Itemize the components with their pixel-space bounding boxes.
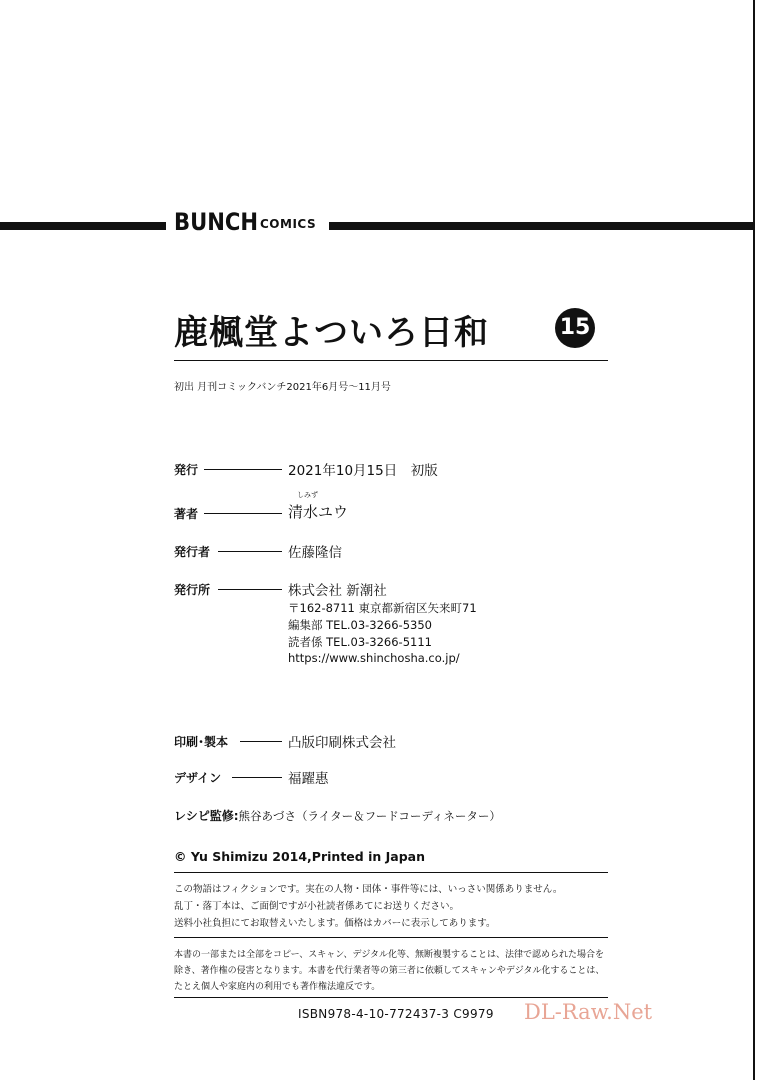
legal-line-3: たとえ個人や家庭内の利用でも著作権法違反です。 <box>174 982 381 992</box>
serialization-note: 初出 月刊コミックバンチ2021年6月号〜11月号 <box>174 382 391 393</box>
isbn-code: ISBN978-4-10-772437-3 C9979 <box>298 1007 494 1021</box>
title-underline <box>174 360 608 361</box>
printing-label: 印刷･製本 <box>174 735 229 749</box>
publisher-url: https://www.shinchosha.co.jp/ <box>288 651 460 665</box>
recipe-label: レシピ監修: <box>174 809 239 823</box>
brand-main: BUNCH <box>174 208 259 236</box>
printing-leader <box>240 741 282 742</box>
publisher-label: 発行所 <box>174 583 211 597</box>
recipe-credit <box>174 805 501 824</box>
copyright-rule <box>174 872 608 873</box>
design-leader <box>232 777 282 778</box>
author-leader <box>204 513 282 514</box>
brand-bar-right <box>329 222 755 230</box>
publish-label: 発行 <box>174 463 199 477</box>
price-notice: 送料小社負担にてお取替えいたします。価格はカバーに表示してあります。 <box>174 918 496 929</box>
design-label: デザイン <box>174 771 222 785</box>
author-ruby: しみず <box>297 491 318 499</box>
legal-rule <box>174 997 608 998</box>
brand-bar-left <box>0 222 166 230</box>
publish-leader <box>204 469 282 470</box>
publisher-person-value: 佐藤隆信 <box>288 545 342 561</box>
publisher-person-leader <box>218 551 282 552</box>
legal-line-2: 除き、著作権の侵害となります。本書を代行業者等の第三者に依頼してスキャンやデジタル化することは、 <box>174 966 605 976</box>
publisher-leader <box>218 589 282 590</box>
recipe-value: 熊谷あづさ（ライター＆フードコーディネーター） <box>238 809 501 823</box>
brand-sub: COMICS <box>260 217 317 231</box>
notice-rule <box>174 937 608 938</box>
publisher-person-label: 発行者 <box>174 545 211 559</box>
printing-value: 凸版印刷株式会社 <box>288 735 396 751</box>
reader-tel: 読者係 TEL.03-3266-5111 <box>288 635 432 649</box>
book-title: 鹿楓堂よついろ日和 <box>174 313 489 353</box>
return-notice: 乱丁・落丁本は、ご面倒ですが小社読者係あてにお送りください。 <box>174 901 460 912</box>
page-edge-line <box>753 0 755 1080</box>
watermark-text: DL-Raw.Net <box>524 1000 653 1024</box>
legal-line-1: 本書の一部または全部をコピー、スキャン、デジタル化等、無断複製することは、法律で認められた場合を <box>174 950 605 960</box>
editorial-tel: 編集部 TEL.03-3266-5350 <box>288 618 432 632</box>
volume-badge: 15 <box>555 308 595 348</box>
publish-value: 2021年10月15日 初版 <box>288 463 438 479</box>
author-label: 著者 <box>174 507 199 521</box>
fiction-notice: この物語はフィクションです。実在の人物・団体・事件等には、いっさい関係ありません。 <box>174 884 563 895</box>
brand-logo <box>174 208 317 236</box>
design-value: 福躍惠 <box>288 771 329 787</box>
author-value: 清水ユウ <box>288 503 349 521</box>
publisher-address: 〒162-8711 東京都新宿区矢来町71 <box>288 601 477 615</box>
publisher-value: 株式会社 新潮社 <box>288 583 387 599</box>
copyright-line: © Yu Shimizu 2014,Printed in Japan <box>174 849 425 864</box>
